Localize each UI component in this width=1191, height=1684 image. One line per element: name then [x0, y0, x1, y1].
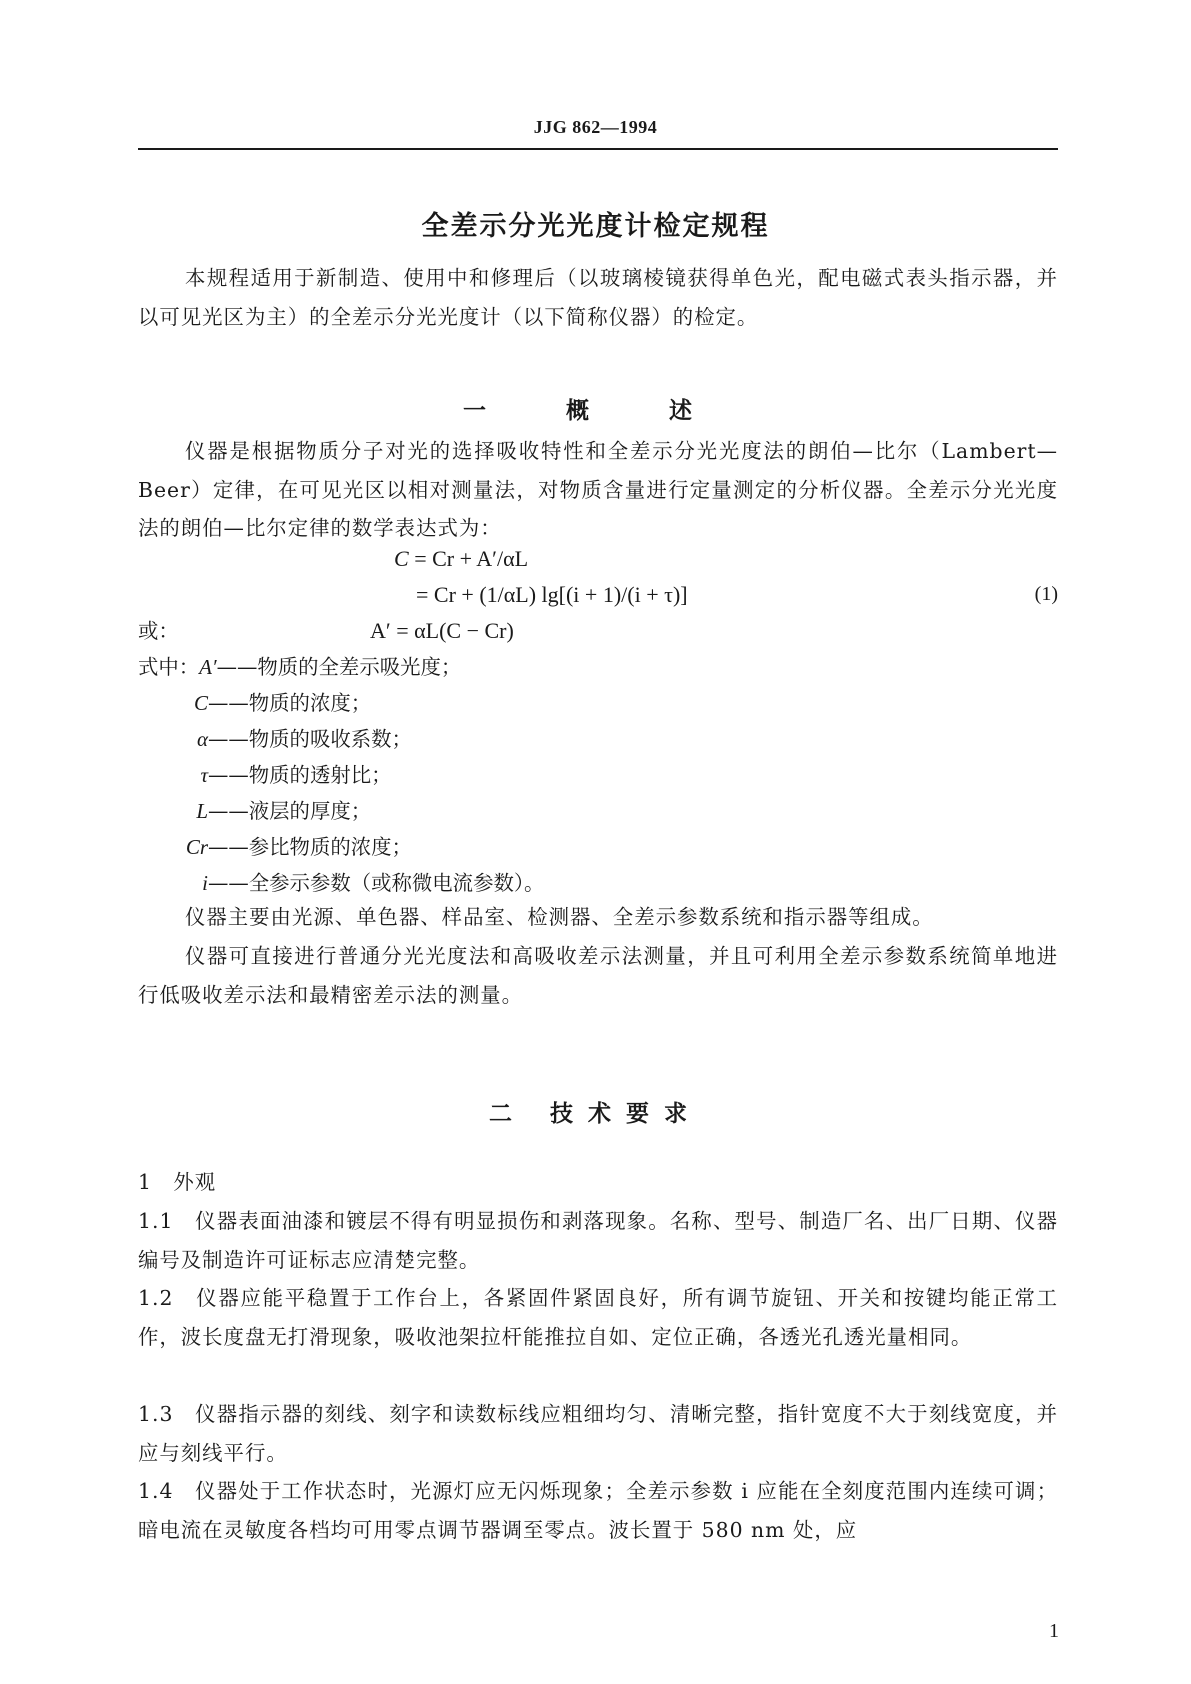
- intro-paragraph: 本规程适用于新制造、使用中和修理后（以玻璃棱镜获得单色光，配电磁式表头指示器，并以可见光区为主）的全差示分光光度计（以下简称仪器）的检定。: [138, 266, 1058, 329]
- equation-number: (1): [1034, 583, 1058, 605]
- page-number: 1: [1049, 1620, 1059, 1642]
- item-1: 1 外观: [138, 1170, 217, 1194]
- definition-row: Cr——参比物质的浓度；: [185, 835, 412, 859]
- item-1-1: 1.1 仪器表面油漆和镀层不得有明显损伤和剥落现象。名称、型号、制造厂名、出厂日期、仪器编号及制造许可证标志应清楚完整。: [138, 1209, 1058, 1272]
- or-label: 或：: [138, 619, 179, 643]
- formula-line-3: A′ = αL(C − Cr): [370, 618, 514, 643]
- definition-row: i——全参示参数（或称微电流参数）。: [202, 871, 545, 895]
- standard-code: JJG 862—1994: [533, 117, 658, 137]
- formula-line-2: = Cr + (1/αL) lg[(i + 1)/(i + τ)]: [416, 582, 688, 607]
- measurement-paragraph: 仪器可直接进行普通分光光度法和高吸收差示法测量，并且可利用全差示参数系统简单地进行低吸收差示法和最精密差示法的测量。: [138, 944, 1058, 1007]
- definition-row: L——液层的厚度；: [196, 799, 372, 823]
- definition-row: τ——物质的透射比；: [200, 763, 392, 787]
- composition-paragraph: 仪器主要由光源、单色器、样品室、检测器、全差示参数系统和指示器等组成。: [185, 905, 934, 929]
- formula-line-1: C = Cr + A′/αL: [394, 546, 529, 571]
- where-label: 式中：: [138, 655, 200, 679]
- item-1-3: 1.3 仪器指示器的刻线、刻字和读数标线应粗细均匀、清晰完整，指针宽度不大于刻线宽度，并应与刻线平行。: [138, 1402, 1058, 1465]
- item-1-4: 1.4 仪器处于工作状态时，光源灯应无闪烁现象；全差示参数 i 应能在全刻度范围内连续可调；暗电流在灵敏度各档均可用零点调节器调至零点。波长置于 580 nm 处，应: [138, 1479, 1058, 1542]
- item-1-2: 1.2 仪器应能平稳置于工作台上，各紧固件紧固良好，所有调节旋钮、开关和按键均能正常工作，波长度盘无打滑现象，吸收池架拉杆能推拉自如、定位正确，各透光孔透光量相同。: [138, 1286, 1058, 1349]
- definition-row: 式中：A′——物质的全差示吸光度；: [138, 655, 462, 679]
- definition-row: α——物质的吸收系数；: [196, 727, 412, 751]
- overview-paragraph: 仪器是根据物质分子对光的选择吸收特性和全差示分光光度法的朗伯—比尔（Lambert—Beer）定律，在可见光区以相对测量法，对物质含量进行定量测定的分析仪器。全差示分光光度法的朗伯—比尔定律的数学表达式为：: [138, 439, 1058, 540]
- section-heading-requirements: 二 技术要求: [488, 1101, 702, 1127]
- page-title: 全差示分光光度计检定规程: [421, 211, 770, 242]
- header-rule: [138, 148, 1058, 150]
- definition-row: C——物质的浓度；: [193, 691, 372, 715]
- section-heading-overview: 一 概 述: [462, 398, 728, 424]
